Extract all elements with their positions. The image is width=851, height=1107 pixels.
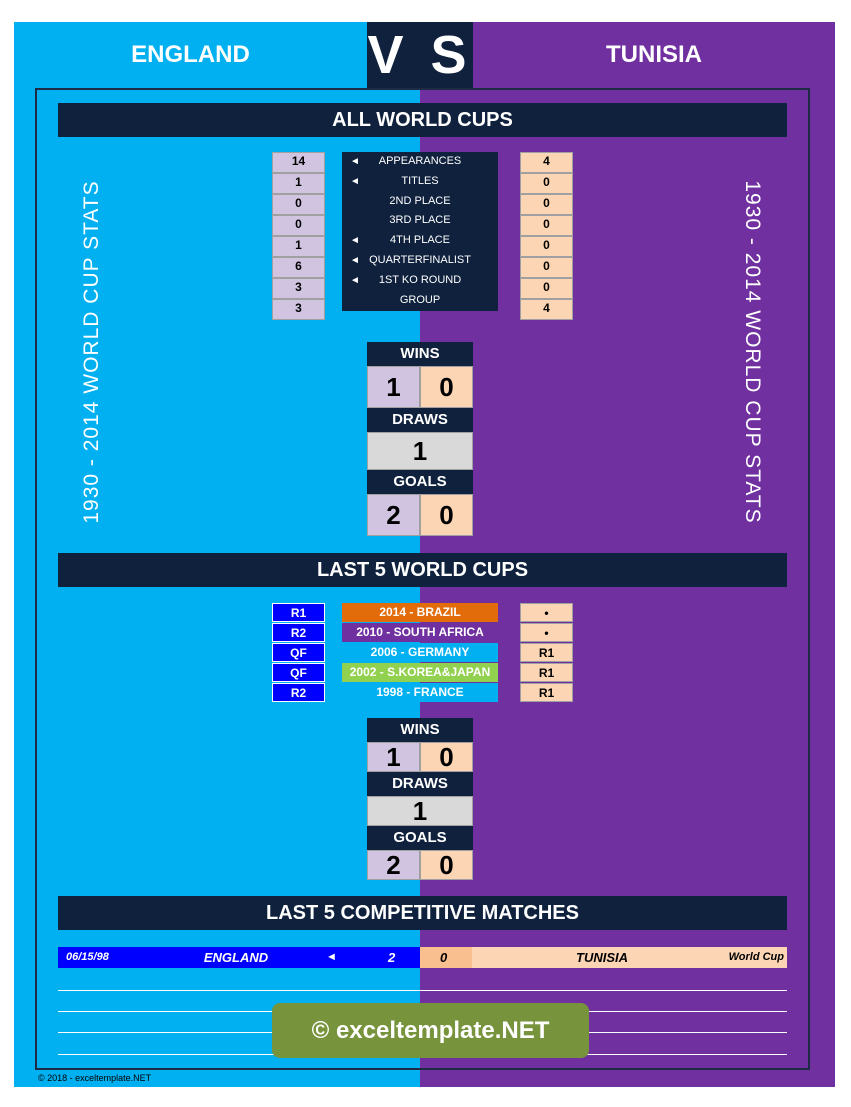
all-draws-value: 1 [367, 432, 473, 470]
left-arrow-icon: ◄ [350, 235, 360, 247]
all-goals-tunisia: 0 [420, 494, 473, 536]
world-cup-1998: 1998 - FRANCE [342, 683, 498, 702]
england-titles: 1 [272, 173, 325, 194]
tunisia-stats-column [520, 152, 573, 320]
tunisia-3rd-place: 0 [520, 215, 573, 236]
watermark-badge: © exceltemplate.NET [272, 1003, 589, 1058]
left-side-label: 1930 - 2014 WORLD CUP STATS [80, 180, 103, 524]
tunisia-stage-1998: R1 [520, 683, 573, 702]
england-stage-2010: R2 [272, 623, 325, 642]
all-wins-header: WINS [367, 342, 473, 366]
world-cup-2002: 2002 - S.KOREA&JAPAN [342, 663, 498, 682]
england-3rd-place: 0 [272, 215, 325, 236]
right-team-title: TUNISIA [606, 41, 702, 68]
right-side-label: 1930 - 2014 WORLD CUP STATS [741, 180, 764, 524]
stat-row-appearances [342, 152, 498, 172]
england-1st-ko-round: 3 [272, 278, 325, 299]
left-team-title: ENGLAND [131, 41, 250, 68]
all-goals-england: 2 [367, 494, 420, 536]
left-arrow-icon: ◄ [350, 175, 360, 187]
last5-wins-tunisia: 0 [420, 742, 473, 772]
match-competition: World Cup [728, 951, 784, 963]
tunisia-stage-2006: R1 [520, 643, 573, 662]
all-wins-england: 1 [367, 366, 420, 408]
england-stage-2006: QF [272, 643, 325, 662]
footer-copyright: © 2018 - exceltemplate.NET [38, 1073, 152, 1083]
tunisia-1st-ko-round: 0 [520, 278, 573, 299]
stat-label: TITLES [401, 174, 439, 187]
stat-label: 3RD PLACE [389, 214, 451, 227]
last5-wins-england: 1 [367, 742, 420, 772]
match-home-score: 2 [388, 950, 396, 965]
stat-row-titles [342, 172, 498, 192]
winner-arrow-icon: ◄ [326, 951, 337, 963]
england-appearances: 14 [272, 152, 325, 173]
stat-row-1st-ko-round [342, 271, 498, 291]
tunisia-stage-2014: • [520, 603, 573, 622]
all-draws-header: DRAWS [367, 408, 473, 432]
tunisia-titles: 0 [520, 173, 573, 194]
tunisia-stage-2010: • [520, 623, 573, 642]
all-world-cups-banner: ALL WORLD CUPS [58, 103, 787, 137]
tunisia-stage-2002: R1 [520, 663, 573, 682]
england-stats-column [272, 152, 325, 320]
england-quarterfinalist: 6 [272, 257, 325, 278]
vs-label: V S [367, 22, 473, 88]
england-stage-2014: R1 [272, 603, 325, 622]
match-away-team: TUNISIA [576, 950, 628, 965]
left-arrow-icon: ◄ [350, 254, 360, 266]
last5-goals-tunisia: 0 [420, 850, 473, 880]
stat-label: 1ST KO ROUND [378, 273, 462, 286]
world-cup-2010: 2010 - SOUTH AFRICA [342, 623, 498, 642]
stat-row-quarterfinalist [342, 251, 498, 271]
match-date: 06/15/98 [66, 951, 109, 963]
left-arrow-icon: ◄ [350, 156, 360, 167]
all-wins-tunisia: 0 [420, 366, 473, 408]
last5-draws-header: DRAWS [367, 772, 473, 796]
tunisia-4th-place: 0 [520, 236, 573, 257]
left-arrow-icon: ◄ [350, 274, 360, 286]
stat-row-2nd-place [342, 192, 498, 212]
stat-label: 4TH PLACE [390, 234, 450, 247]
england-stage-1998: R2 [272, 683, 325, 702]
last5-world-cups-banner: LAST 5 WORLD CUPS [58, 553, 787, 587]
last5-goals-header: GOALS [367, 826, 473, 850]
world-cup-2006: 2006 - GERMANY [342, 643, 498, 662]
stat-label: 2ND PLACE [389, 194, 451, 207]
tunisia-group: 4 [520, 299, 573, 320]
last5-goals-england: 2 [367, 850, 420, 880]
last5-draws-value: 1 [367, 796, 473, 826]
tunisia-appearances: 4 [520, 152, 573, 173]
tunisia-2nd-place: 0 [520, 194, 573, 215]
england-4th-place: 1 [272, 236, 325, 257]
england-group: 3 [272, 299, 325, 320]
all-goals-header: GOALS [367, 470, 473, 494]
stat-row-3rd-place [342, 211, 498, 231]
stat-row-group [342, 291, 498, 311]
match-home-team: ENGLAND [203, 950, 269, 965]
last5-matches-banner: LAST 5 COMPETITIVE MATCHES [58, 896, 787, 930]
match-away-score: 0 [440, 950, 448, 965]
last5-wins-header: WINS [367, 718, 473, 742]
england-stage-2002: QF [272, 663, 325, 682]
stat-row-4th-place [342, 231, 498, 251]
empty-match-row-line [58, 990, 787, 991]
stat-labels-list [342, 152, 498, 311]
stat-label: QUARTERFINALIST [369, 253, 471, 266]
stat-label: APPEARANCES [378, 155, 462, 167]
tunisia-quarterfinalist: 0 [520, 257, 573, 278]
england-2nd-place: 0 [272, 194, 325, 215]
world-cup-2014: 2014 - BRAZIL [342, 603, 498, 622]
stat-label: GROUP [399, 293, 441, 306]
